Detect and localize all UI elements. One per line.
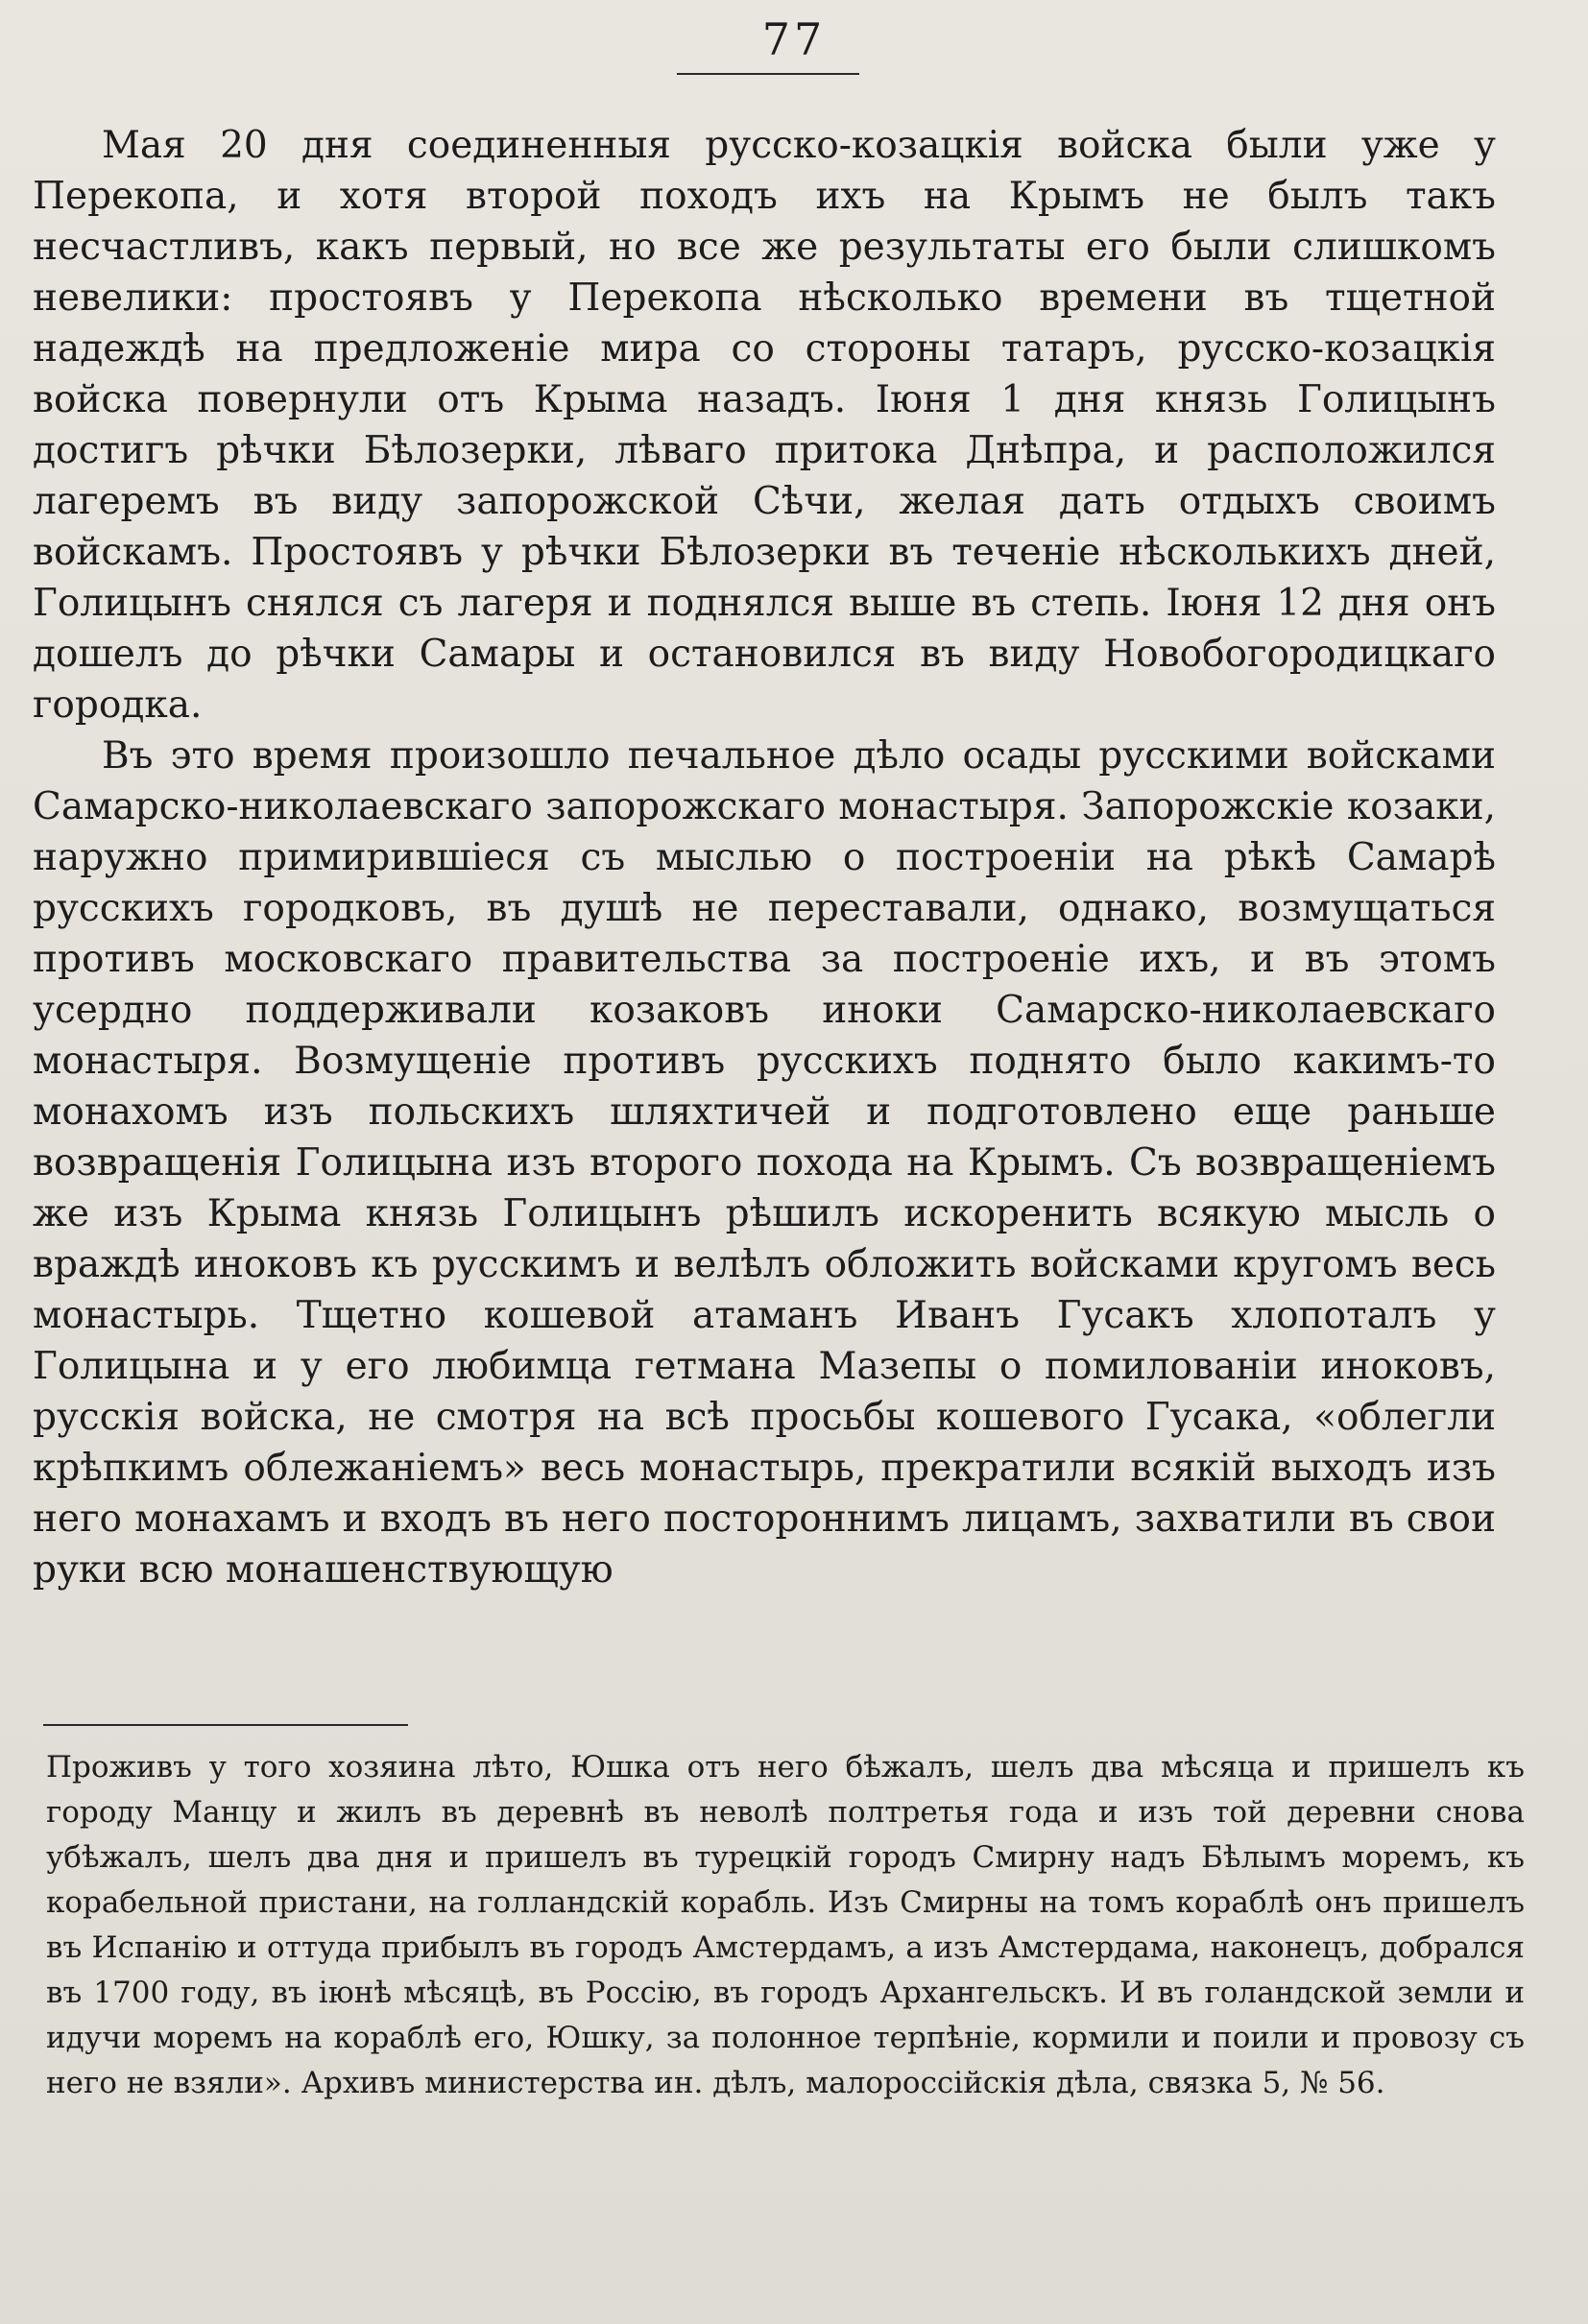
footnote-text: Проживъ у того хозяина лѣто, Юшка отъ него бѣжалъ, шелъ два мѣсяца и пришелъ къ городу Манцу и жилъ въ деревнѣ въ неволѣ полтретья года и изъ той деревни снова убѣжалъ, шелъ два дня и пришелъ въ турецкій городъ Смирну надъ Бѣлымъ моремъ, къ корабельной пристани, на голландскій корабль. Изъ Смирны на томъ кораблѣ онъ пришелъ въ Испанію и оттуда прибылъ въ городъ Амстердамъ, а изъ Амстердама, наконецъ, добрался въ 1700 году, въ іюнѣ мѣсяцѣ, въ Россію, въ городъ Архангельскъ. И въ голандской земли и идучи моремъ на кораблѣ его, Юшку, за полонное терпѣніе, кормили и поили и провозу съ него не взяли». Архивъ министерства ин. дѣлъ, малороссійскія дѣла, связка 5, № 56.	[46, 1750, 1525, 2100]
page-number: 77	[761, 13, 827, 65]
page-number-rule	[677, 73, 859, 75]
paragraph-1: Мая 20 дня соединенныя русско-козацкія войска были уже у Перекопа, и хотя второй походъ ихъ на Крымъ не былъ такъ несчастливъ, какъ первый, но все же результаты его были слишкомъ невелики: простоявъ у Перекопа нѣсколько времени въ тщетной надеждѣ на предложеніе мира со стороны татаръ, русско-козацкія войска повернули отъ Крыма назадъ. Іюня 1 дня князь Голицынъ достигъ рѣчки Бѣлозерки, лѣваго притока Днѣпра, и расположился лагеремъ въ виду запорожской Сѣчи, желая дать отдыхъ своимъ войскамъ. Простоявъ у рѣчки Бѣлозерки въ теченіе нѣсколькихъ дней, Голицынъ снялся съ лагеря и поднялся выше въ степь. Іюня 12 дня онъ дошелъ до рѣчки Самары и остановился въ виду Новобогородицкаго городка.	[33, 124, 1496, 727]
main-text	[33, 120, 1496, 1595]
footnote-separator	[43, 1724, 408, 1726]
footnote	[46, 1745, 1525, 2106]
paragraph-2: Въ это время произошло печальное дѣло осады русскими войсками Самарско-николаевскаго запорожскаго монастыря. Запорожскіе козаки, наружно примирившіеся съ мыслью о построеніи на рѣкѣ Самарѣ русскихъ городковъ, въ душѣ не переставали, однако, возмущаться противъ московскаго правительства за построеніе ихъ, и въ этомъ усердно поддерживали козаковъ иноки Самарско-николаевскаго монастыря. Возмущеніе противъ русскихъ поднято было какимъ-то монахомъ изъ польскихъ шляхтичей и подготовлено еще раньше возвращенія Голицына изъ второго похода на Крымъ. Съ возвращеніемъ же изъ Крыма князь Голицынъ рѣшилъ искоренить всякую мысль о враждѣ иноковъ къ русскимъ и велѣлъ обложить войсками кругомъ весь монастырь. Тщетно кошевой атаманъ Иванъ Гусакъ хлопоталъ у Голицына и у его любимца гетмана Мазепы о помилованіи иноковъ, русскія войска, не смотря на всѣ просьбы кошевого Гусака, «облегли крѣпкимъ облежаніемъ» весь монастырь, прекратили всякій выходъ изъ него монахамъ и входъ въ него постороннимъ лицамъ, захватили въ свои руки всю монашенствующую	[33, 734, 1496, 1592]
